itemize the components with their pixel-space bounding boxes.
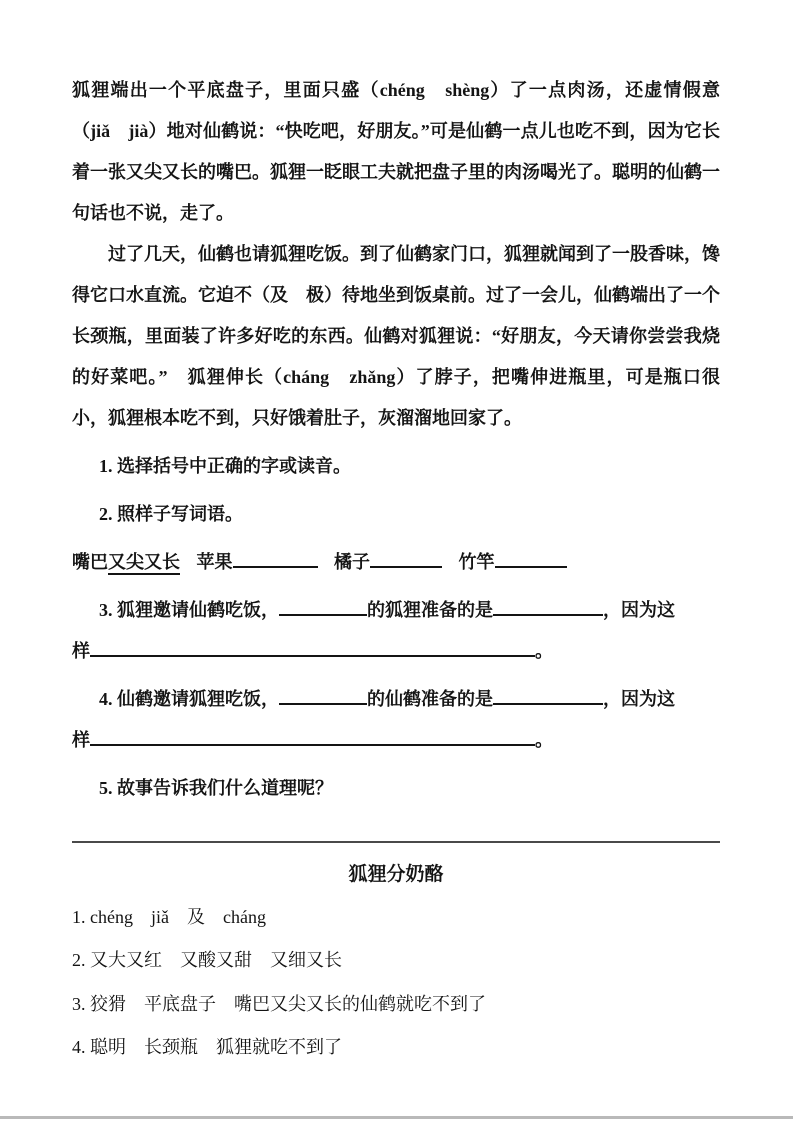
question-1: 1. 选择括号中正确的字或读音。 [99,456,351,476]
question-3 [72,590,720,672]
question-4 [72,679,720,761]
answer-line-3: 3. 狡猾 平底盘子 嘴巴又尖又长的仙鹤就吃不到了 [72,993,486,1014]
q3-blank-3 [90,653,535,657]
example-underlined-phrase: 又尖又长 [108,552,180,575]
answer-line-2: 2. 又大又红 又酸又甜 又细又长 [72,950,342,971]
q3-text-5: 。 [535,641,553,661]
q3-blank-2 [493,612,603,616]
section-divider [72,841,720,843]
example-item-label: 竹竿 [458,552,495,572]
answers-title: 狐狸分奶酪 [348,864,444,885]
q3-text-1: 3. 狐狸邀请仙鹤吃饭， [99,600,279,620]
answer-line-4: 4. 聪明 长颈瓶 狐狸就吃不到了 [72,1036,342,1057]
example-item-label: 苹果 [196,552,233,572]
q4-blank-3 [90,742,535,746]
q4-blank-1 [279,701,367,705]
story-paragraph-1: 狐狸端出一个平底盘子，里面只盛（chéng shèng）了一点肉汤，还虚情假意（jiǎ jià）地对仙鹤说：“快吃吧，好朋友。”可是仙鹤一点儿也吃不到，因为它长着一张又尖又长的嘴巴。狐狸一眨眼工夫就把盘子里的肉汤喝光了。聪明的仙鹤一句话也不说，走了。 [72,80,720,223]
q4-text-2: 的仙鹤准备的是 [367,689,493,709]
question-5: 5. 故事告诉我们什么道理呢？ [99,778,333,798]
q4-blank-2 [493,701,603,705]
answer-line-1: 1. chéng jiǎ 及 cháng [72,907,266,927]
q3-text-3: ，因为这 [603,600,675,620]
q4-text-1: 4. 仙鹤邀请狐狸吃饭， [99,689,279,709]
q4-text-5: 。 [535,730,553,750]
q2-blank-3 [495,564,567,568]
q2-blank-1 [233,564,318,568]
q3-blank-1 [279,612,367,616]
q3-text-2: 的狐狸准备的是 [367,600,493,620]
story-paragraph-2: 过了几天，仙鹤也请狐狸吃饭。到了仙鹤家门口，狐狸就闻到了一股香味，馋得它口水直流。它迫不（及 极）待地坐到饭桌前。过了一会儿，仙鹤端出了一个长颈瓶，里面装了许多好吃的东西。仙鹤对狐狸说：“好朋友，今天请你尝尝我烧的好菜吧。” 狐狸伸长（cháng zhǎng）了脖子，把嘴伸进瓶里，可是瓶口很小，狐狸根本吃不到，只好饿着肚子，灰溜溜地回家了。 [72,244,720,428]
question-2: 2. 照样子写词语。 [99,504,243,524]
page-bottom-edge [0,1116,793,1119]
q3-text-4: 样 [72,641,90,661]
q2-blank-2 [370,564,442,568]
q4-text-4: 样 [72,730,90,750]
example-item-label: 橘子 [334,552,370,572]
example-lead: 嘴巴 [72,552,108,572]
question-2-example [72,542,720,583]
q4-text-3: ，因为这 [603,689,675,709]
